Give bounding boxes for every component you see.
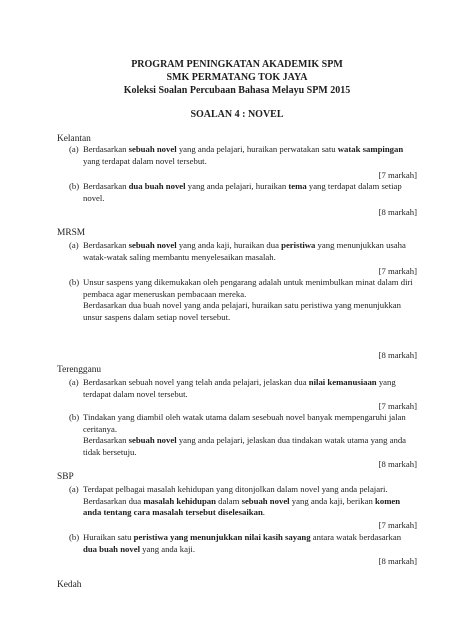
kelantan-question-b bbox=[69, 181, 413, 204]
question-bold: dua buah novel bbox=[128, 181, 186, 191]
question-bold: peristiwa bbox=[281, 240, 316, 250]
question-bold: nilai kemanusiaan bbox=[308, 377, 377, 387]
terengganu-a-marks: [7 markah] bbox=[378, 401, 417, 411]
mrsm-a-marks: [7 markah] bbox=[378, 266, 417, 276]
document-header bbox=[0, 58, 474, 97]
question-bold: sebuah novel bbox=[241, 495, 290, 506]
question-bold: watak sampingan bbox=[337, 144, 404, 154]
question-text: yang menunjukkan usaha watak-watak saling membantu menyelesaikan masalah. bbox=[83, 240, 406, 262]
question-text: yang anda pelajari, huraikan perwatakan satu bbox=[176, 144, 338, 154]
question-text: yang terdapat dalam novel tersebut. bbox=[83, 377, 396, 399]
question-text: yang terdapat dalam novel tersebut. bbox=[83, 155, 207, 166]
question-label: (b) bbox=[69, 412, 80, 422]
header-school: SMK PERMATANG TOK JAYA bbox=[166, 72, 308, 83]
question-label: (a) bbox=[69, 484, 79, 494]
question-bold: sebuah novel bbox=[128, 144, 177, 154]
sbp-a-marks: [7 markah] bbox=[378, 520, 417, 530]
question-label: (b) bbox=[69, 532, 80, 542]
question-bold: sebuah novel bbox=[128, 435, 177, 446]
sbp-b-marks: [8 markah] bbox=[378, 556, 417, 566]
question-text: Unsur saspens yang dikemukakan oleh pengarang adalah untuk menimbulkan minat dalam diri pembaca agar meneruskan pembacaan mereka. bbox=[83, 277, 413, 299]
question-text: Huraikan satu bbox=[83, 532, 134, 542]
question-paragraph bbox=[83, 496, 413, 519]
terengganu-question-b bbox=[69, 412, 413, 458]
question-text: yang anda kaji. bbox=[139, 543, 195, 554]
question-title: SOALAN 4 : NOVEL bbox=[190, 109, 284, 120]
terengganu-question-a bbox=[69, 377, 413, 400]
question-text: antara watak berdasarkan bbox=[310, 532, 402, 542]
question-label: (b) bbox=[69, 181, 80, 191]
mrsm-b-marks: [8 markah] bbox=[378, 350, 417, 360]
mrsm-question-b bbox=[69, 277, 413, 323]
question-bold: tema bbox=[288, 181, 307, 191]
question-text: Berdasarkan dua bbox=[83, 495, 144, 506]
sbp-question-b bbox=[69, 532, 413, 555]
question-text: Berdasarkan sebuah novel yang telah anda pelajari, jelaskan dua bbox=[83, 377, 309, 387]
question-text: Berdasarkan dua buah novel yang anda pelajari, huraikan satu peristiwa yang menunjukkan unsur saspens dalam setiap novel tersebut. bbox=[83, 300, 401, 322]
header-program: PROGRAM PENINGKATAN AKADEMIK SPM bbox=[131, 59, 343, 70]
question-text: Berdasarkan bbox=[83, 240, 129, 250]
kelantan-b-marks: [8 markah] bbox=[378, 207, 417, 217]
question-bold: peristiwa yang menunjukkan nilai kasih sayang bbox=[133, 532, 311, 542]
kelantan-a-marks: [7 markah] bbox=[378, 170, 417, 180]
question-paragraph bbox=[83, 435, 413, 458]
question-label: (b) bbox=[69, 277, 80, 287]
question-bold: masalah kehidupan bbox=[143, 495, 216, 506]
question-text: yang terdapat dalam setiap novel. bbox=[83, 181, 402, 203]
kelantan-question-a bbox=[69, 144, 413, 167]
sbp-question-a bbox=[69, 484, 413, 519]
question-text: yang anda pelajari, huraikan bbox=[185, 181, 289, 191]
question-text: yang anda kaji, berikan bbox=[289, 495, 376, 506]
terengganu-b-marks: [8 markah] bbox=[378, 459, 417, 469]
question-bold: sebuah novel bbox=[128, 240, 177, 250]
question-bold: komen anda tentang cara masalah tersebut diselesaikan bbox=[83, 495, 401, 518]
question-text: dalam bbox=[215, 495, 242, 506]
header-collection: Koleksi Soalan Percubaan Bahasa Melayu SPM 2015 bbox=[123, 85, 351, 96]
question-text: Berdasarkan bbox=[83, 435, 129, 446]
mrsm-question-a bbox=[69, 240, 413, 263]
region-kelantan: Kelantan bbox=[57, 134, 91, 144]
question-text: Terdapat pelbagai masalah kehidupan yang ditonjolkan dalam novel yang anda pelajari. bbox=[83, 484, 388, 494]
question-text: yang anda kaji, huraikan dua bbox=[176, 240, 282, 250]
region-mrsm: MRSM bbox=[57, 228, 86, 238]
question-label: (a) bbox=[69, 144, 79, 154]
region-sbp: SBP bbox=[57, 472, 74, 482]
question-text: yang anda pelajari, jelaskan dua tindakan watak utama yang anda tidak bersetuju. bbox=[83, 435, 407, 457]
region-kedah: Kedah bbox=[57, 580, 82, 590]
question-text: Tindakan yang diambil oleh watak utama dalam sesebuah novel banyak mempengaruhi jalan ceritanya. bbox=[83, 412, 406, 434]
question-text: Berdasarkan bbox=[83, 181, 129, 191]
question-label: (a) bbox=[69, 240, 79, 250]
question-label: (a) bbox=[69, 377, 79, 387]
question-text: . bbox=[262, 507, 265, 518]
question-bold: dua buah novel bbox=[83, 543, 140, 554]
region-terengganu: Terengganu bbox=[57, 365, 102, 375]
question-text: Berdasarkan bbox=[83, 144, 129, 154]
